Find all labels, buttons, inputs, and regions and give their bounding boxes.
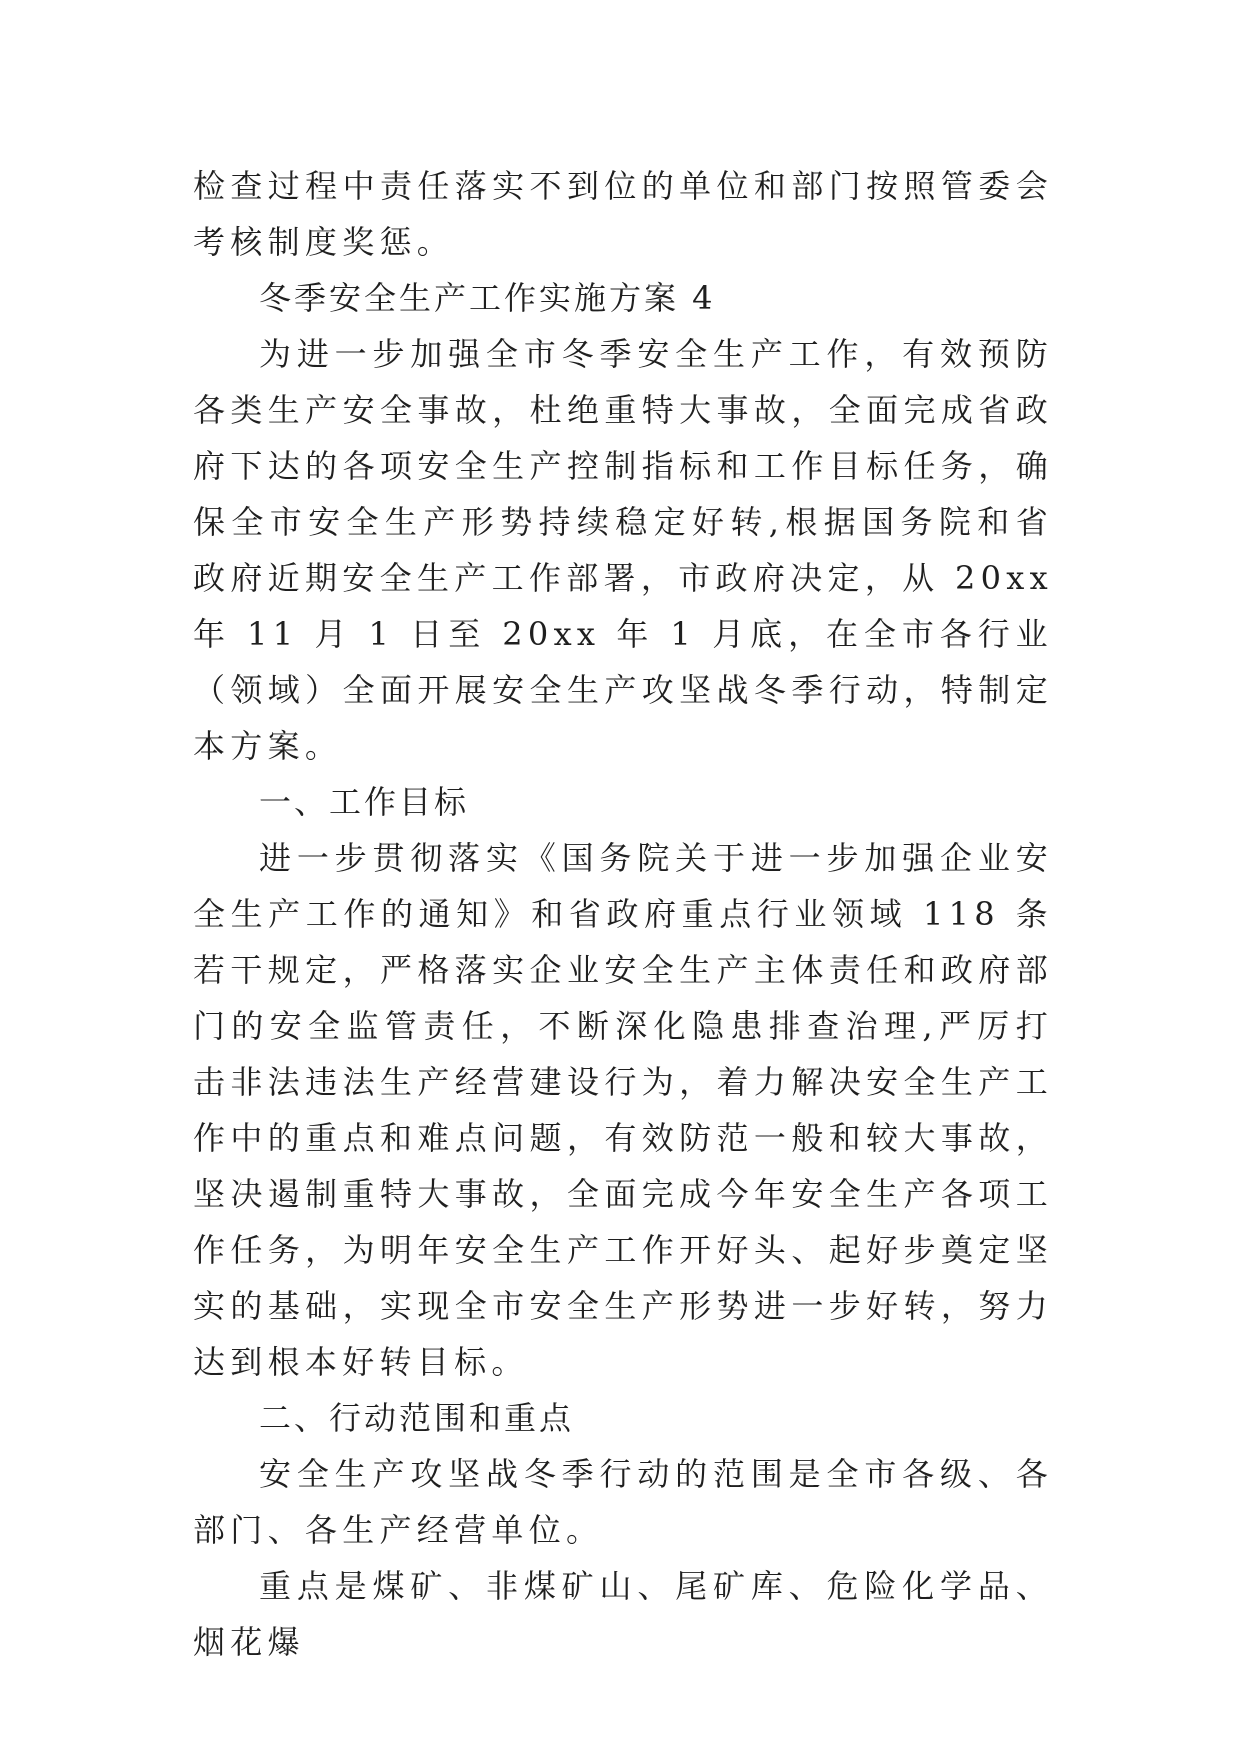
paragraph-scope: 安全生产攻坚战冬季行动的范围是全市各级、各部门、各生产经营单位。 [193, 1455, 1053, 1549]
paragraph-focus: 重点是煤矿、非煤矿山、尾矿库、危险化学品、烟花爆 [193, 1567, 1053, 1661]
document-body [193, 158, 1053, 1670]
paragraph-introduction: 为进一步加强全市冬季安全生产工作，有效预防各类生产安全事故，杜绝重特大事故，全面完成省政府下达的各项安全生产控制指标和工作目标任务，确保全市安全生产形势持续稳定好转,根据国务院和省政府近期安全生产工作部署，市政府决定，从 20xx 年 11 月 1 日至 20xx 年 1 月底，在全市各行业（领域）全面开展安全生产攻坚战冬季行动，特制定本方案。 [193, 335, 1053, 765]
paragraph-inspection-rewards: 检查过程中责任落实不到位的单位和部门按照管委会考核制度奖惩。 [193, 167, 1053, 261]
heading-scope-and-focus: 二、行动范围和重点 [259, 1399, 575, 1437]
heading-work-goals: 一、工作目标 [259, 783, 470, 821]
paragraph-work-goals: 进一步贯彻落实《国务院关于进一步加强企业安全生产工作的通知》和省政府重点行业领域 118 条若干规定，严格落实企业安全生产主体责任和政府部门的安全监管责任，不断深化隐患排查治理,严厉打击非法违法生产经营建设行为，着力解决安全生产工作中的重点和难点问题，有效防范一般和较大事故，坚决遏制重特大事故，全面完成今年安全生产各项工作任务，为明年安全生产工作开好头、起好步奠定坚实的基础，实现全市安全生产形势进一步好转，努力达到根本好转目标。 [193, 839, 1053, 1381]
section-title-plan-4: 冬季安全生产工作实施方案 4 [259, 279, 716, 317]
